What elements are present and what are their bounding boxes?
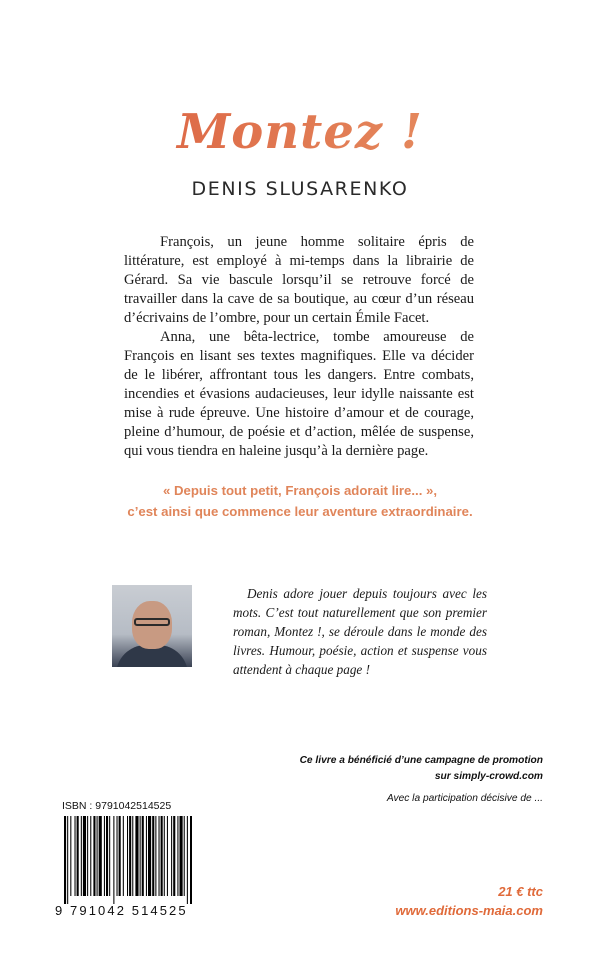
synopsis-paragraph: François, un jeune homme solitaire épris de littérature, est employé à mi-temps dans la librairie de Gérard. Sa vie bascule lorsqu’il se retrouve forcé de travailler dans la cave de sa boutique, au cœur d’un réseau d’écrivains de l’ombre, pour un certain Émile Facet. [124, 234, 474, 326]
participation-note: Avec la participation décisive de ... [386, 793, 543, 804]
photo-glasses [134, 618, 170, 626]
author-bio [233, 584, 487, 679]
barcode-bar [123, 816, 124, 896]
barcode-bar [187, 816, 188, 904]
barcode-bar [127, 816, 128, 896]
barcode-bar [67, 816, 68, 904]
barcode-bar [83, 816, 86, 896]
barcode-bar [177, 816, 178, 896]
barcode-bar [146, 816, 147, 896]
promo-notice [250, 753, 543, 785]
barcode-bar [77, 816, 79, 896]
author-photo [112, 585, 192, 667]
barcode-bar [173, 816, 175, 896]
barcode-bar [75, 816, 76, 896]
barcode-bar [109, 816, 110, 896]
barcode-bar [104, 816, 105, 896]
barcode-bar [81, 816, 82, 896]
opening-quote [96, 480, 504, 522]
barcode-bar [190, 816, 192, 904]
barcode-bar [140, 816, 141, 896]
barcode-bar [93, 816, 95, 896]
isbn-label: ISBN : 9791042514525 [62, 800, 172, 812]
barcode-bar [164, 816, 165, 896]
promo-line: sur simply-crowd.com [434, 771, 543, 782]
barcode-bar [161, 816, 163, 896]
barcode-bar [180, 816, 183, 896]
barcode-bar [117, 816, 118, 896]
barcode-bar [152, 816, 154, 896]
barcode-bar [70, 816, 71, 896]
barcode-bar [167, 816, 168, 896]
barcode-bar [87, 816, 88, 896]
synopsis [124, 233, 474, 461]
synopsis-paragraph: Anna, une bêta-lectrice, tombe amoureuse de François en lisant ses textes magnifiques. Elle va décider de le libérer, affrontant tous les dangers. Entre combats, incendies et évasions audacieuses, leur idylle naissante est mise à rude épreuve. Une histoire d’amour et de courage, pleine d’humour, de poésie et d’action, mêlée de suspense, qui vous tiendra en haleine jusqu’à la dernière page. [124, 329, 474, 459]
barcode-bar [171, 816, 172, 896]
barcode-bar [90, 816, 91, 896]
barcode-bar [129, 816, 131, 896]
author-name: DENIS SLUSARENKO [191, 178, 409, 200]
publisher-website[interactable]: www.editions-maia.com [395, 903, 543, 918]
barcode-digits: 9 791042 514525 [55, 903, 188, 918]
quote-line: c’est ainsi que commence leur aventure extraordinaire. [127, 504, 473, 519]
book-title: Montez ! [0, 104, 600, 160]
barcode-bar [99, 816, 102, 896]
price: 21 € ttc [498, 884, 543, 899]
barcode-bar [97, 816, 98, 896]
barcode [62, 816, 192, 904]
barcode-bar [155, 816, 156, 896]
barcode-bar [119, 816, 121, 896]
barcode-graphic [62, 816, 192, 904]
barcode-bar [184, 816, 185, 896]
barcode-bar [132, 816, 133, 896]
barcode-bar [142, 816, 144, 896]
barcode-bar [159, 816, 160, 896]
barcode-bar [106, 816, 108, 896]
barcode-bar [64, 816, 66, 904]
promo-line: Ce livre a bénéficié d’une campagne de promotion [299, 755, 543, 766]
quote-line: « Depuis tout petit, François adorait lire... », [162, 483, 438, 498]
barcode-bar [148, 816, 151, 896]
barcode-bar [113, 816, 114, 904]
bio-text: Denis adore jouer depuis toujours avec les mots. C’est tout naturellement que son premier roman, Montez !, se déroule dans le monde des livres. Humour, poésie, action et suspense vous attendent à chaque page ! [233, 586, 487, 677]
barcode-bar [135, 816, 138, 896]
